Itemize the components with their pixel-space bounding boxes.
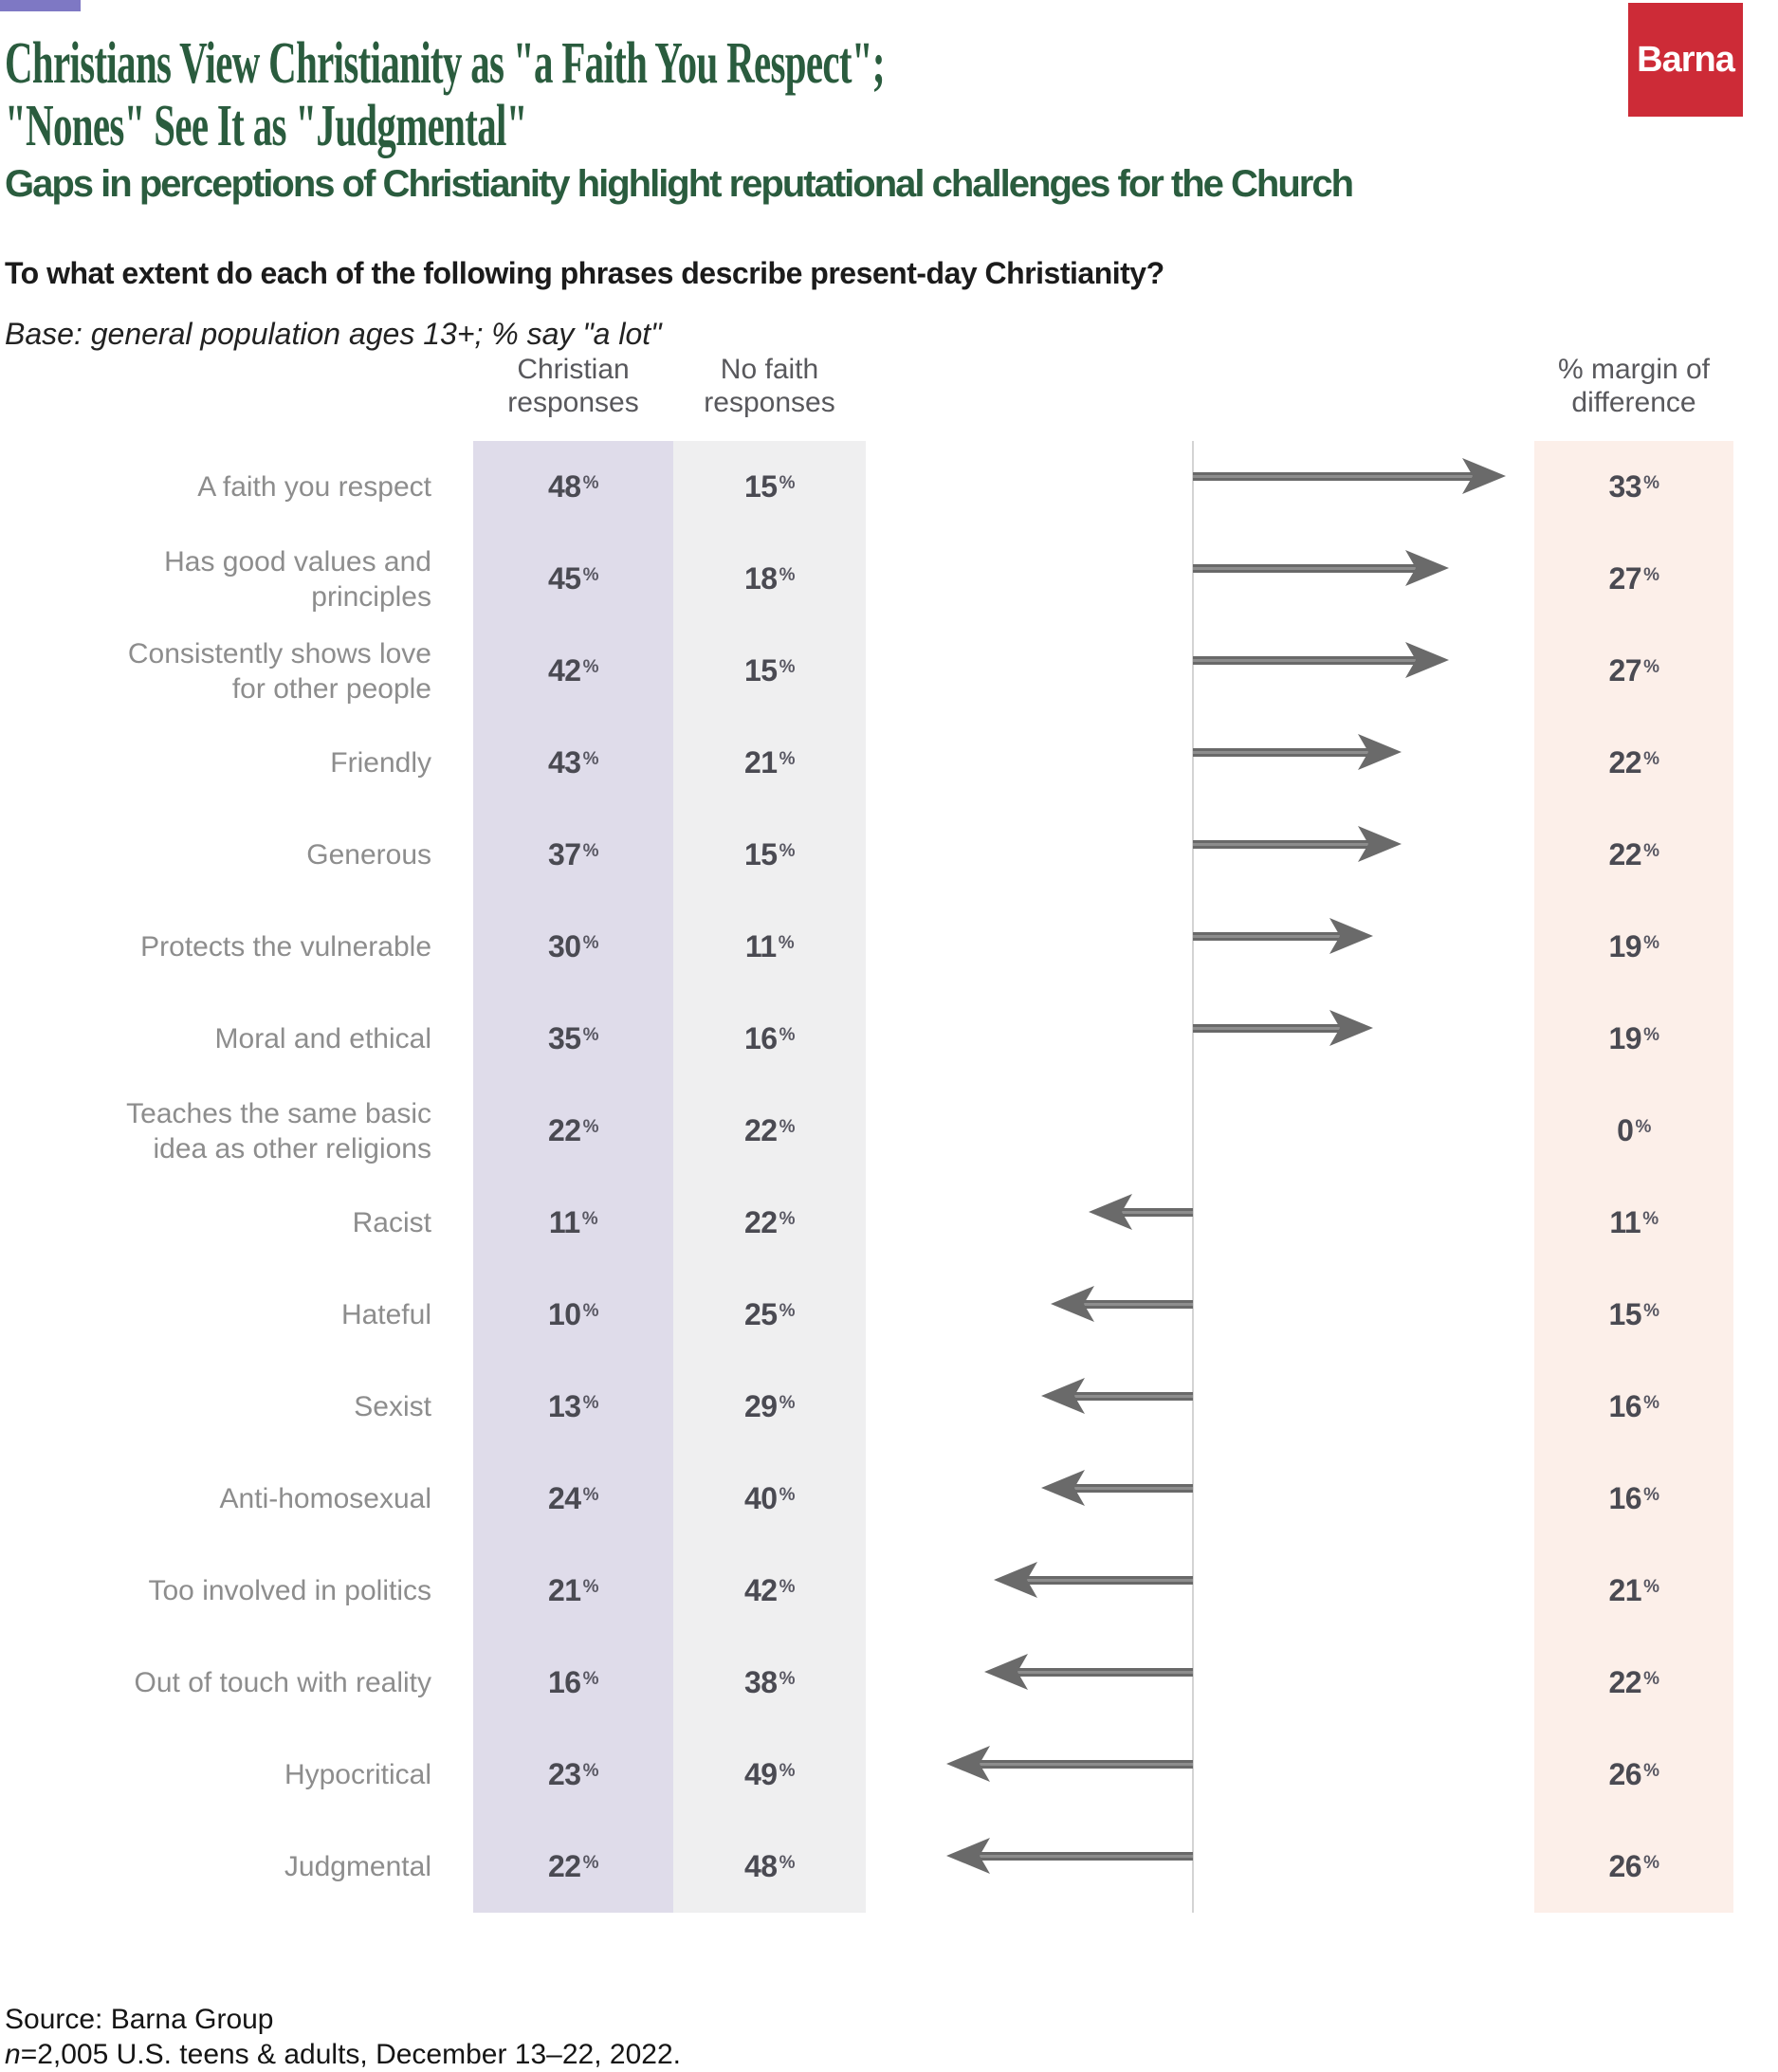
- nofaith-value: [673, 1269, 866, 1361]
- margin-value: [1534, 1545, 1733, 1637]
- percent-sign: %: [1643, 840, 1659, 861]
- nofaith-column-header: No faith responses: [704, 354, 835, 418]
- percent-sign: %: [582, 1852, 598, 1873]
- nofaith-value: [673, 1729, 866, 1821]
- nofaith-value: [673, 1453, 866, 1545]
- row-label: Anti-homosexual: [219, 1483, 431, 1514]
- percent-sign: %: [779, 1760, 795, 1781]
- christian-number: 22: [548, 1849, 581, 1883]
- percent-sign: %: [1643, 564, 1659, 585]
- arrow-shaft: [1017, 1668, 1193, 1677]
- christian-value: [473, 1545, 673, 1637]
- margin-value: [1534, 441, 1733, 533]
- nofaith-number: 48: [744, 1849, 778, 1883]
- row-label: Sexist: [354, 1391, 431, 1422]
- table-row: [0, 1177, 1778, 1269]
- margin-number: 19: [1608, 1021, 1642, 1055]
- margin-arrow-left: [994, 1562, 1193, 1598]
- row-label: Too involved in politics: [148, 1575, 431, 1606]
- christian-value: [473, 1085, 673, 1177]
- margin-number: 33: [1608, 469, 1642, 504]
- nofaith-number: 42: [744, 1573, 778, 1607]
- christian-value: [473, 1729, 673, 1821]
- row-label: Friendly: [330, 747, 431, 779]
- christian-number: 35: [548, 1021, 581, 1055]
- nofaith-number: 29: [744, 1389, 778, 1423]
- christian-value: [473, 441, 673, 533]
- nofaith-number: 18: [744, 561, 778, 596]
- percent-sign: %: [779, 1024, 795, 1045]
- percent-sign: %: [582, 1300, 598, 1321]
- source-note: Source: Barna Group: [5, 2004, 274, 2035]
- christian-number: 21: [548, 1573, 581, 1607]
- table-row: [0, 809, 1778, 901]
- percent-sign: %: [1635, 1116, 1651, 1137]
- arrow-shaft: [1193, 1024, 1341, 1033]
- nofaith-value: [673, 809, 866, 901]
- margin-value: [1534, 625, 1733, 717]
- margin-number: 15: [1608, 1297, 1642, 1331]
- sample-note-n: n: [5, 2039, 21, 2070]
- nofaith-value: [673, 717, 866, 809]
- nofaith-number: 49: [744, 1757, 778, 1791]
- margin-number: 16: [1608, 1481, 1642, 1515]
- arrow-shaft: [1193, 932, 1341, 941]
- page-title-line-2: "Nones" See It as "Judgmental": [5, 94, 527, 158]
- margin-value: [1534, 1269, 1733, 1361]
- margin-number: 0: [1617, 1113, 1634, 1147]
- christian-number: 23: [548, 1757, 581, 1791]
- margin-value: [1534, 901, 1733, 993]
- nofaith-value: [673, 625, 866, 717]
- margin-value: [1534, 1821, 1733, 1913]
- arrow-shaft: [979, 1852, 1193, 1861]
- row-label: A faith you respect: [197, 471, 431, 503]
- christian-value: [473, 1361, 673, 1453]
- margin-number: 26: [1608, 1757, 1642, 1791]
- percent-sign: %: [582, 840, 598, 861]
- sample-note-rest: =2,005 U.S. teens & adults, December 13–22, 2022.: [20, 2039, 681, 2070]
- christian-value: [473, 1269, 673, 1361]
- arrow-shaft: [1193, 840, 1369, 849]
- margin-number: 27: [1608, 561, 1642, 596]
- table-row: [0, 1085, 1778, 1177]
- christian-value: [473, 1637, 673, 1729]
- arrow-shaft: [1073, 1392, 1193, 1401]
- margin-arrow-right: [1193, 918, 1373, 954]
- nofaith-number: 22: [744, 1205, 778, 1239]
- arrow-shaft: [979, 1760, 1193, 1769]
- table-row: [0, 1361, 1778, 1453]
- percent-sign: %: [1643, 748, 1659, 769]
- percent-sign: %: [581, 1208, 598, 1229]
- arrow-shaft: [1083, 1300, 1193, 1309]
- nofaith-number: 16: [744, 1021, 778, 1055]
- nofaith-number: 40: [744, 1481, 778, 1515]
- percent-sign: %: [582, 1760, 598, 1781]
- barna-logo: [1628, 3, 1743, 117]
- table-row: [0, 1637, 1778, 1729]
- table-row: [0, 901, 1778, 993]
- nofaith-value: [673, 1637, 866, 1729]
- percent-sign: %: [582, 472, 598, 493]
- table-row: [0, 441, 1778, 533]
- margin-number: 26: [1608, 1849, 1642, 1883]
- margin-value: [1534, 717, 1733, 809]
- arrow-shaft: [1026, 1576, 1193, 1585]
- percent-sign: %: [1643, 1760, 1659, 1781]
- christian-value: [473, 901, 673, 993]
- percent-sign: %: [1643, 656, 1659, 677]
- percent-sign: %: [779, 656, 795, 677]
- margin-number: 27: [1608, 653, 1642, 688]
- percent-sign: %: [1643, 472, 1659, 493]
- margin-number: 22: [1608, 837, 1642, 871]
- percent-sign: %: [779, 1392, 795, 1413]
- page-subtitle: Gaps in perceptions of Christianity highlight reputational challenges for the Church: [5, 163, 1353, 205]
- percent-sign: %: [582, 1668, 598, 1689]
- christian-number: 24: [548, 1481, 581, 1515]
- margin-value: [1534, 1085, 1733, 1177]
- table-row: [0, 717, 1778, 809]
- nofaith-number: 21: [744, 745, 778, 779]
- nofaith-number: 15: [744, 653, 778, 688]
- percent-sign: %: [779, 1668, 795, 1689]
- row-label: Has good values and principles: [164, 545, 431, 613]
- nofaith-value: [673, 993, 866, 1085]
- nofaith-number: 15: [744, 837, 778, 871]
- margin-value: [1534, 1177, 1733, 1269]
- christian-number: 45: [548, 561, 581, 596]
- percent-sign: %: [1643, 1024, 1659, 1045]
- christian-column-header: Christian responses: [507, 354, 639, 418]
- christian-number: 30: [548, 929, 581, 963]
- table-row: [0, 533, 1778, 625]
- arrow-shaft: [1193, 748, 1369, 757]
- row-label: Judgmental: [284, 1851, 431, 1882]
- percent-sign: %: [1643, 1484, 1659, 1505]
- margin-value: [1534, 1729, 1733, 1821]
- christian-number: 37: [548, 837, 581, 871]
- percent-sign: %: [582, 1484, 598, 1505]
- christian-number: 11: [548, 1205, 580, 1239]
- christian-number: 13: [548, 1389, 581, 1423]
- percent-sign: %: [779, 1852, 795, 1873]
- christian-number: 10: [548, 1297, 581, 1331]
- margin-arrow-left: [1051, 1286, 1193, 1322]
- nofaith-value: [673, 1177, 866, 1269]
- row-label: Generous: [306, 839, 431, 871]
- nofaith-value: [673, 901, 866, 993]
- table-row: [0, 1821, 1778, 1913]
- arrow-shaft: [1073, 1484, 1193, 1493]
- nofaith-value: [673, 441, 866, 533]
- margin-arrow-left: [1089, 1194, 1193, 1230]
- margin-number: 21: [1608, 1573, 1642, 1607]
- percent-sign: %: [779, 472, 795, 493]
- percent-sign: %: [779, 564, 795, 585]
- nofaith-number: 25: [744, 1297, 778, 1331]
- row-label: Racist: [352, 1207, 431, 1238]
- percent-sign: %: [582, 564, 598, 585]
- percent-sign: %: [778, 932, 795, 953]
- row-label: Hypocritical: [284, 1759, 431, 1790]
- margin-arrow-right: [1193, 734, 1402, 770]
- percent-sign: %: [582, 1024, 598, 1045]
- table-row: [0, 1729, 1778, 1821]
- nofaith-value: [673, 1821, 866, 1913]
- nofaith-value: [673, 533, 866, 625]
- percent-sign: %: [1643, 1852, 1659, 1873]
- margin-number: 16: [1608, 1389, 1642, 1423]
- christian-number: 22: [548, 1113, 581, 1147]
- base-note: Base: general population ages 13+; % say "a lot": [5, 317, 662, 351]
- table-row: [0, 625, 1778, 717]
- margin-arrow-right: [1193, 550, 1449, 586]
- barna-logo-text: Barna: [1637, 39, 1734, 80]
- percent-sign: %: [779, 1300, 795, 1321]
- margin-column-header: % margin of difference: [1557, 354, 1711, 418]
- row-label: Consistently shows love for other people: [127, 637, 431, 705]
- christian-number: 42: [548, 653, 581, 688]
- survey-question: To what extent do each of the following phrases describe present-day Christianity?: [5, 256, 1164, 290]
- percent-sign: %: [582, 656, 598, 677]
- percent-sign: %: [1643, 1300, 1659, 1321]
- margin-number: 11: [1609, 1205, 1641, 1239]
- percent-sign: %: [779, 1484, 795, 1505]
- arrow-shaft: [1193, 472, 1474, 481]
- christian-value: [473, 625, 673, 717]
- margin-value: [1534, 993, 1733, 1085]
- arrow-shaft: [1193, 564, 1417, 573]
- margin-number: 22: [1608, 745, 1642, 779]
- percent-sign: %: [582, 1116, 598, 1137]
- percent-sign: %: [582, 748, 598, 769]
- christian-value: [473, 1453, 673, 1545]
- christian-value: [473, 993, 673, 1085]
- percent-sign: %: [582, 1576, 598, 1597]
- christian-value: [473, 1177, 673, 1269]
- margin-number: 22: [1608, 1665, 1642, 1699]
- margin-arrow-left: [946, 1838, 1193, 1874]
- margin-arrow-right: [1193, 458, 1506, 494]
- margin-number: 19: [1608, 929, 1642, 963]
- christian-value: [473, 717, 673, 809]
- percent-sign: %: [1643, 932, 1659, 953]
- margin-arrow-left: [1041, 1378, 1193, 1414]
- row-label: Protects the vulnerable: [140, 931, 431, 963]
- margin-value: [1534, 809, 1733, 901]
- table-row: [0, 1453, 1778, 1545]
- percent-sign: %: [1643, 1668, 1659, 1689]
- nofaith-number: 15: [744, 469, 778, 504]
- nofaith-value: [673, 1361, 866, 1453]
- arrow-shaft: [1121, 1208, 1193, 1217]
- percent-sign: %: [582, 1392, 598, 1413]
- nofaith-number: 38: [744, 1665, 778, 1699]
- margin-arrow-right: [1193, 642, 1449, 678]
- christian-value: [473, 1821, 673, 1913]
- table-row: [0, 1269, 1778, 1361]
- accent-bar: [0, 0, 81, 11]
- percent-sign: %: [1643, 1392, 1659, 1413]
- christian-value: [473, 809, 673, 901]
- margin-value: [1534, 1453, 1733, 1545]
- sample-note: [5, 2038, 681, 2072]
- row-label: Teaches the same basic idea as other religions: [126, 1097, 431, 1164]
- percent-sign: %: [1643, 1576, 1659, 1597]
- margin-arrow-left: [1041, 1470, 1193, 1506]
- christian-number: 43: [548, 745, 581, 779]
- chart-rows: [0, 441, 1778, 1913]
- margin-arrow-right: [1193, 826, 1402, 862]
- percent-sign: %: [779, 748, 795, 769]
- nofaith-number: 22: [744, 1113, 778, 1147]
- percent-sign: %: [779, 1116, 795, 1137]
- percent-sign: %: [779, 1576, 795, 1597]
- percent-sign: %: [1642, 1208, 1659, 1229]
- margin-value: [1534, 533, 1733, 625]
- christian-number: 16: [548, 1665, 581, 1699]
- percent-sign: %: [582, 932, 598, 953]
- page-title-line-1: Christians View Christianity as "a Faith You Respect";: [5, 31, 885, 96]
- margin-arrow-right: [1193, 1010, 1373, 1046]
- christian-number: 48: [548, 469, 581, 504]
- margin-arrow-left: [984, 1654, 1193, 1690]
- nofaith-number: 11: [744, 929, 777, 963]
- row-label: Moral and ethical: [214, 1023, 431, 1054]
- margin-arrow-left: [946, 1746, 1193, 1782]
- nofaith-value: [673, 1085, 866, 1177]
- row-label: Out of touch with reality: [134, 1667, 431, 1698]
- margin-value: [1534, 1637, 1733, 1729]
- table-row: [0, 993, 1778, 1085]
- nofaith-value: [673, 1545, 866, 1637]
- table-row: [0, 1545, 1778, 1637]
- margin-value: [1534, 1361, 1733, 1453]
- christian-value: [473, 533, 673, 625]
- percent-sign: %: [779, 840, 795, 861]
- arrow-shaft: [1193, 656, 1417, 665]
- row-label: Hateful: [340, 1299, 431, 1330]
- percent-sign: %: [779, 1208, 795, 1229]
